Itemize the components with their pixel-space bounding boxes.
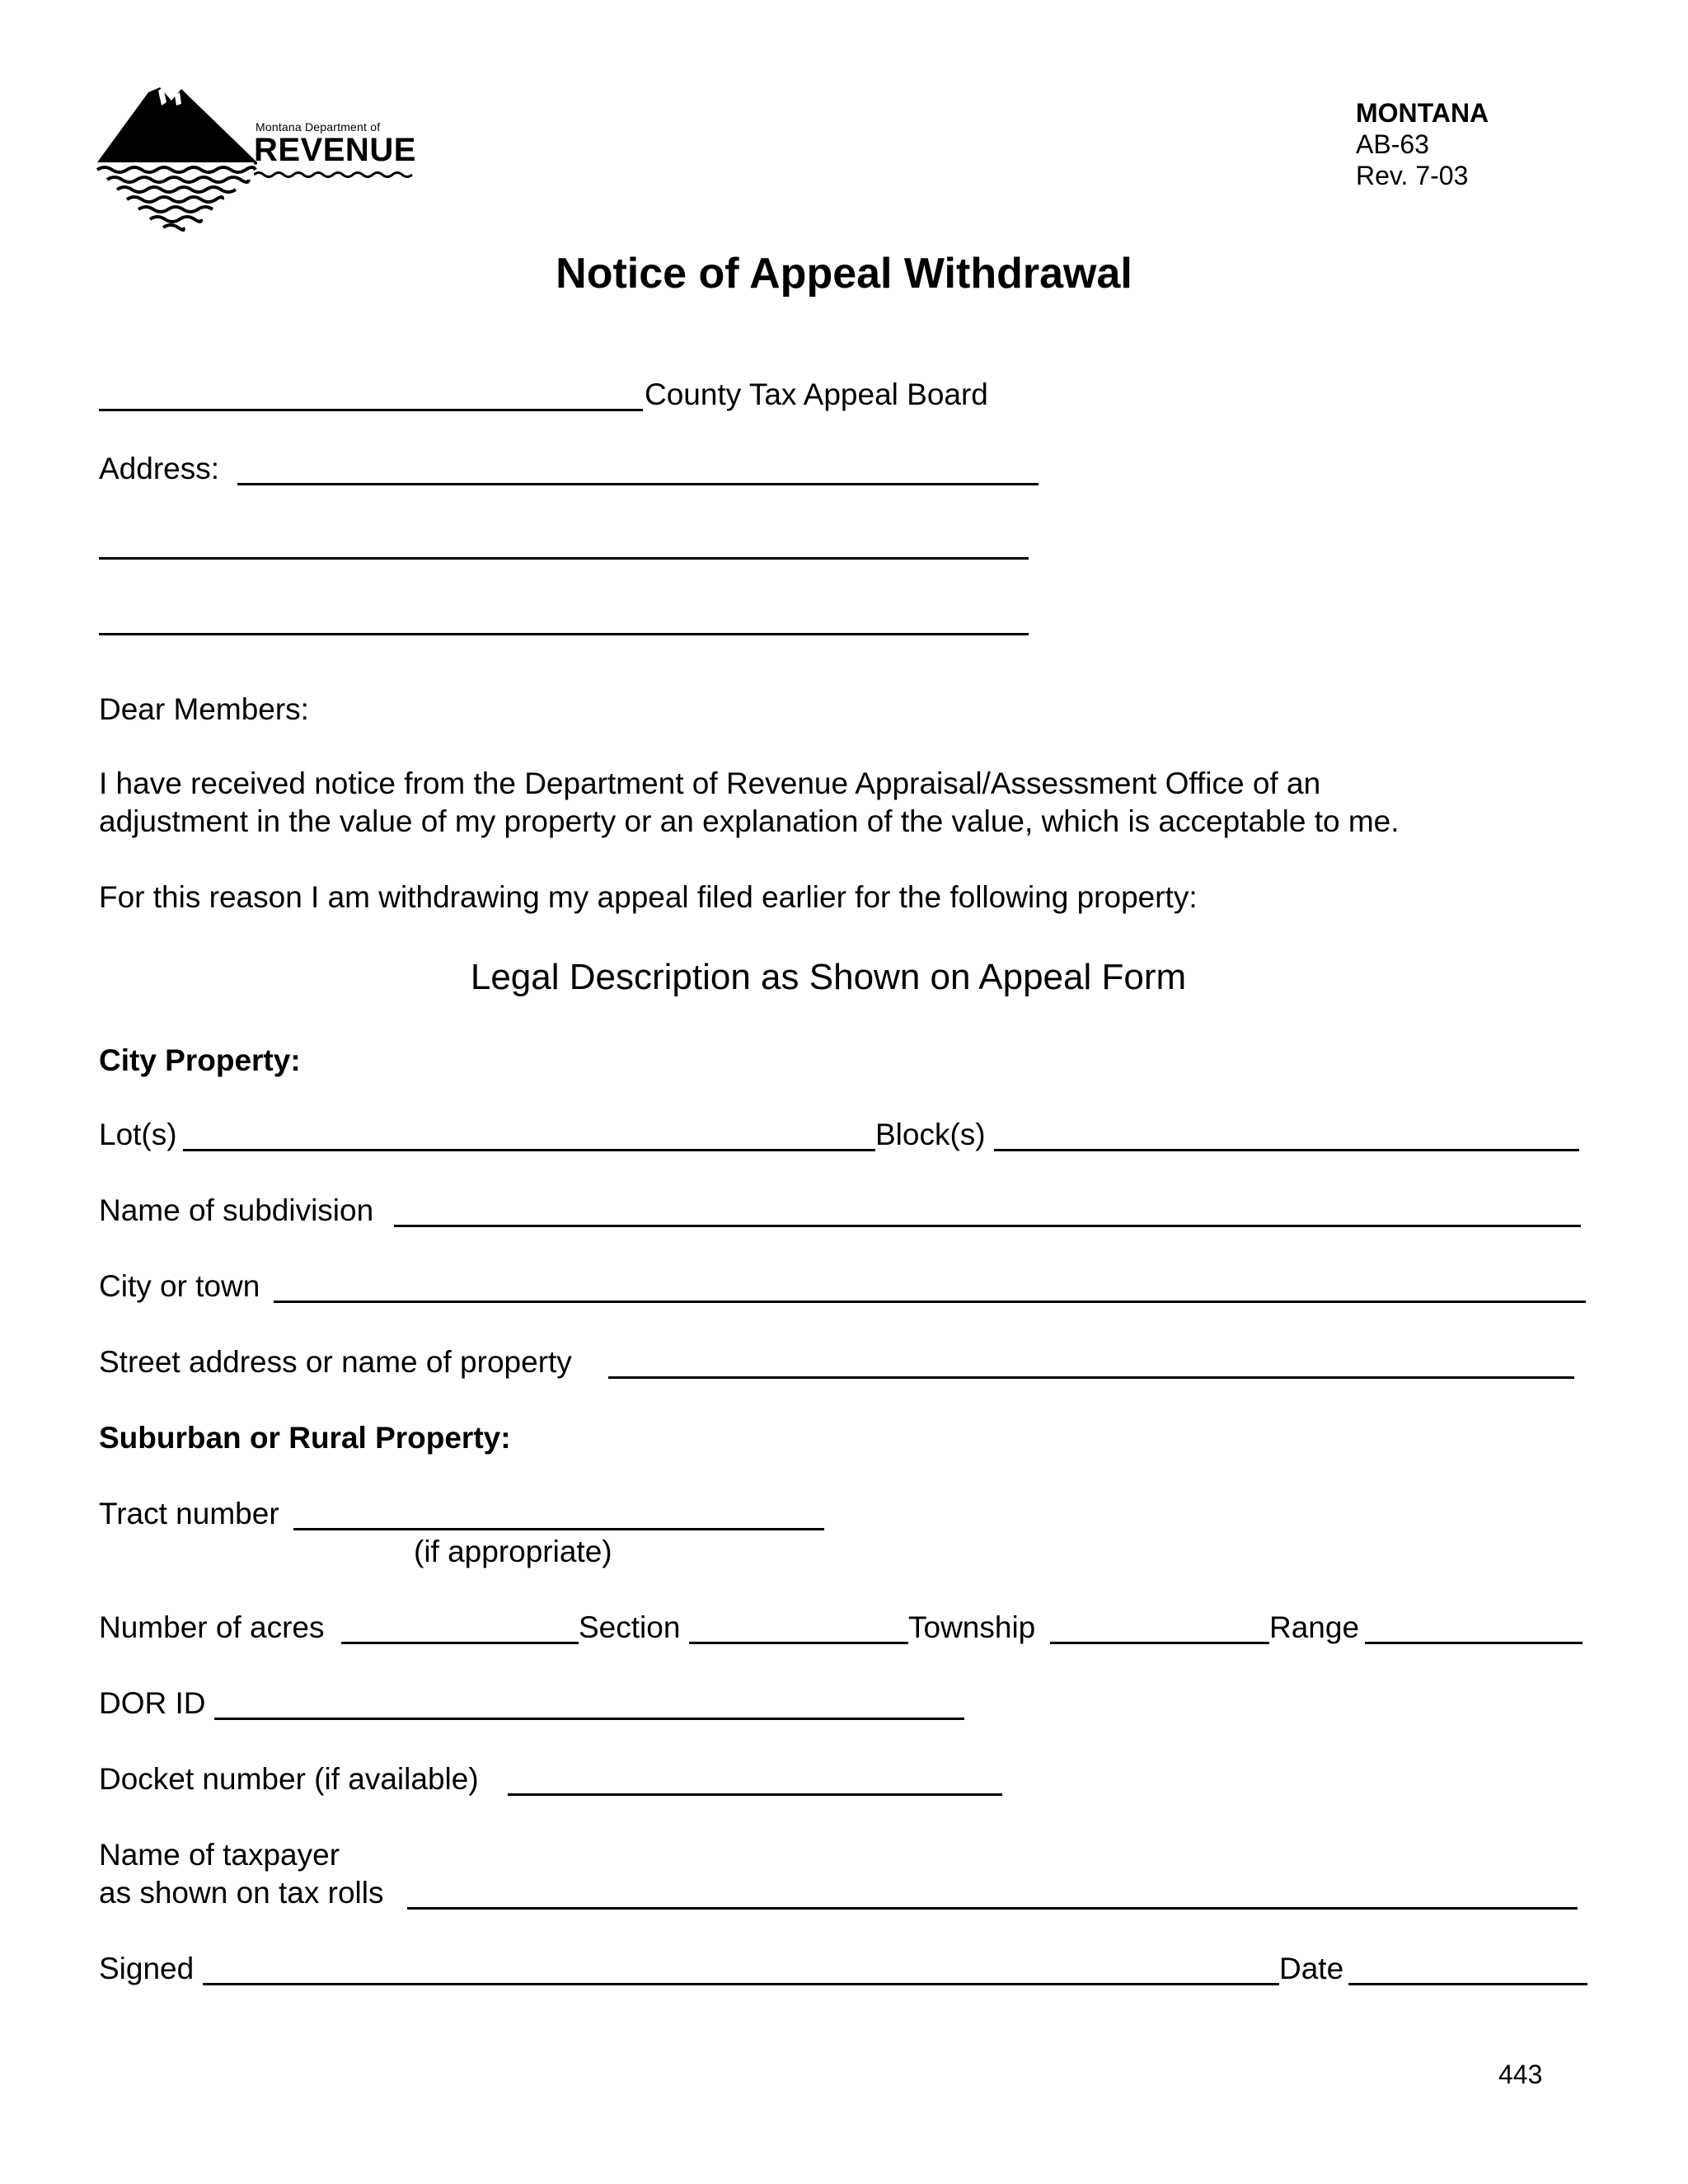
taxpayer-label-line-1: Name of taxpayer xyxy=(99,1838,340,1872)
revenue-logo xyxy=(92,84,414,232)
range-label: Range xyxy=(1269,1610,1360,1644)
logo-wave-underline-icon xyxy=(254,170,419,180)
salutation: Dear Members: xyxy=(99,692,309,726)
form-revision: Rev. 7-03 xyxy=(1356,161,1469,190)
letter-reason: For this reason I am withdrawing my appeal filed earlier for the following property: xyxy=(99,880,1198,914)
dor-id-field[interactable] xyxy=(214,1718,964,1720)
signed-label: Signed xyxy=(99,1952,195,1985)
street-field[interactable] xyxy=(608,1376,1574,1379)
logo-department-text: Montana Department of xyxy=(256,120,381,134)
mountain-water-logo-icon xyxy=(92,84,257,232)
dor-id-label: DOR ID xyxy=(99,1686,206,1720)
blocks-label: Block(s) xyxy=(875,1118,986,1151)
form-state: MONTANA xyxy=(1356,98,1489,128)
logo-revenue-text: REVENUE xyxy=(254,132,416,168)
township-field[interactable] xyxy=(1050,1642,1269,1644)
page-number: 443 xyxy=(1498,2060,1543,2089)
city-label: City or town xyxy=(99,1269,260,1303)
signature-field[interactable] xyxy=(203,1983,1279,1985)
blocks-field[interactable] xyxy=(994,1149,1579,1151)
tract-note: (if appropriate) xyxy=(414,1535,612,1568)
letter-body-line-1: I have received notice from the Department of Revenue Appraisal/Assessment Office of an xyxy=(99,766,1321,800)
township-label: Township xyxy=(908,1610,1036,1644)
city-property-heading: City Property: xyxy=(99,1043,301,1077)
taxpayer-name-field[interactable] xyxy=(407,1907,1578,1910)
tract-label: Tract number xyxy=(99,1497,279,1530)
address-line-2-field[interactable] xyxy=(99,557,1029,560)
docket-field[interactable] xyxy=(508,1793,1002,1796)
acres-field[interactable] xyxy=(341,1642,579,1644)
letter-body-line-2: adjustment in the value of my property or an explanation of the value, which is acceptable to me. xyxy=(99,804,1400,838)
lots-label: Lot(s) xyxy=(99,1118,177,1151)
subdivision-label: Name of subdivision xyxy=(99,1193,374,1227)
docket-label: Docket number (if available) xyxy=(99,1762,479,1796)
rural-property-heading: Suburban or Rural Property: xyxy=(99,1421,511,1455)
lots-field[interactable] xyxy=(183,1149,875,1151)
form-code: AB-63 xyxy=(1356,129,1429,159)
date-field[interactable] xyxy=(1348,1983,1587,1985)
date-label: Date xyxy=(1279,1952,1344,1985)
acres-label: Number of acres xyxy=(99,1610,325,1644)
section-label: Section xyxy=(579,1610,681,1644)
address-line-3-field[interactable] xyxy=(99,633,1029,635)
address-line-1-field[interactable] xyxy=(237,483,1039,485)
section-field[interactable] xyxy=(689,1642,908,1644)
page-title: Notice of Appeal Withdrawal xyxy=(556,250,1132,298)
county-name-field[interactable] xyxy=(99,409,643,411)
city-field[interactable] xyxy=(274,1301,1586,1303)
taxpayer-label-line-2: as shown on tax rolls xyxy=(99,1876,384,1910)
form-identifier xyxy=(1356,97,1489,191)
street-label: Street address or name of property xyxy=(99,1345,572,1379)
legal-description-heading: Legal Description as Shown on Appeal Form xyxy=(470,957,1187,997)
tract-field[interactable] xyxy=(293,1528,824,1530)
county-board-label: County Tax Appeal Board xyxy=(645,377,988,411)
range-field[interactable] xyxy=(1365,1642,1582,1644)
address-label: Address: xyxy=(99,452,220,485)
subdivision-field[interactable] xyxy=(394,1225,1581,1227)
